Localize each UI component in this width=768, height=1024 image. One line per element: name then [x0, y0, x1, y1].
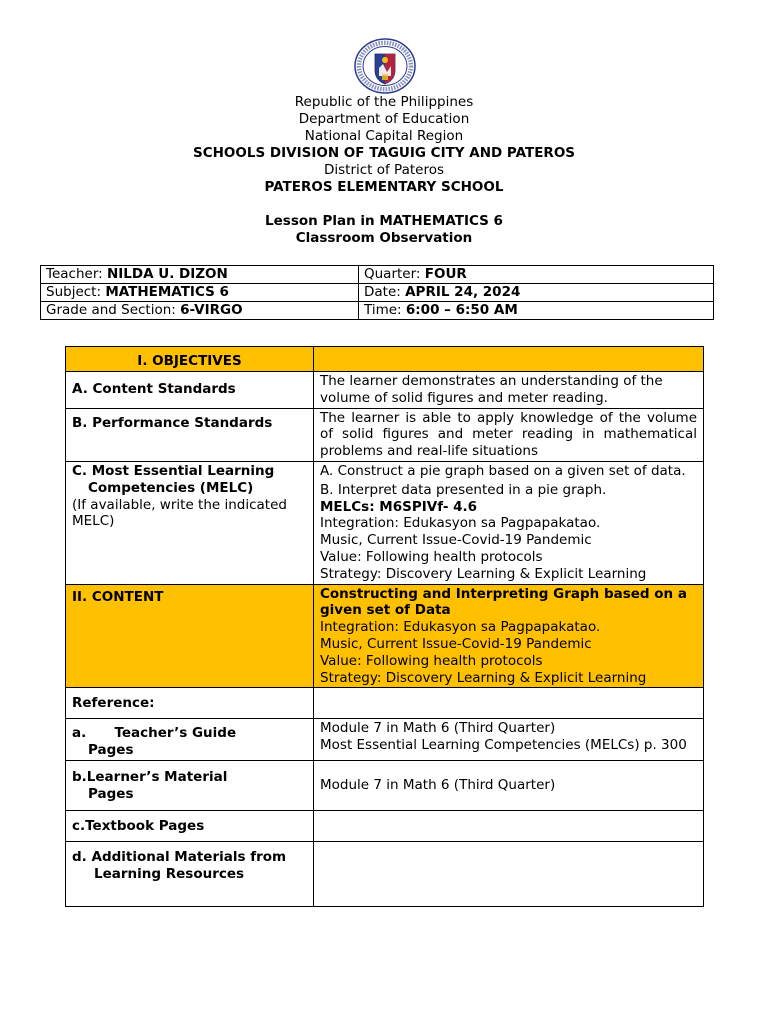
- grade-section-cell: Grade and Section: 6-VIRGO: [41, 302, 359, 320]
- learners-material-row: [66, 760, 704, 810]
- content-title: Constructing and Interpreting Graph based on a given set of Data: [320, 585, 687, 619]
- additional-materials-row: [66, 841, 704, 906]
- objectives-heading: I. OBJECTIVES: [66, 347, 314, 372]
- content-standards-row: [66, 372, 704, 409]
- lesson-plan-subtitle: Classroom Observation: [295, 230, 473, 246]
- date-cell: Date: APRIL 24, 2024: [359, 284, 714, 302]
- header-republic: Republic of the Philippines: [294, 94, 474, 110]
- teachers-guide-label: a. Teacher’s Guide Pages: [66, 719, 314, 761]
- header-school: PATEROS ELEMENTARY SCHOOL: [264, 179, 504, 195]
- content-standards-label: A. Content Standards: [66, 372, 314, 409]
- document-header: [0, 94, 768, 247]
- melc-integration: Integration: Edukasyon sa Pagpapakatao.: [320, 515, 601, 532]
- performance-standards-row: [66, 408, 704, 461]
- teachers-guide-text: Module 7 in Math 6 (Third Quarter) Most Essential Learning Competencies (MELCs) p. 300: [314, 719, 704, 761]
- header-department: Department of Education: [298, 111, 470, 127]
- melc-strategy: Strategy: Discovery Learning & Explicit Learning: [320, 565, 647, 582]
- melc-label: C. Most Essential Learning Competencies (MELC) (If available, write the indicated MELC): [66, 461, 314, 584]
- deped-seal-icon: [353, 38, 417, 94]
- content-strategy: Strategy: Discovery Learning & Explicit Learning: [320, 669, 647, 686]
- header-division: SCHOOLS DIVISION OF TAGUIG CITY AND PATEROS: [192, 145, 576, 161]
- content-value: Value: Following health protocols: [320, 652, 543, 669]
- date-value: APRIL 24, 2024: [405, 284, 521, 300]
- melc-value: Value: Following health protocols: [320, 548, 543, 565]
- quarter-value: FOUR: [424, 266, 467, 282]
- melc-objective-b: B. Interpret data presented in a pie graph.: [320, 481, 607, 498]
- learners-material-text: Module 7 in Math 6 (Third Quarter): [314, 760, 704, 810]
- textbook-row: [66, 810, 704, 841]
- melc-note: (If available, write the indicated MELC): [72, 496, 287, 530]
- content-text: [314, 584, 704, 688]
- lesson-plan-title: Lesson Plan in MATHEMATICS 6: [265, 213, 503, 229]
- performance-standards-text: The learner is able to apply knowledge of the volume of solid figures and meter reading in mathematical problems and real-life situations: [314, 408, 704, 461]
- teachers-guide-row: [66, 719, 704, 761]
- lesson-info-table: [40, 265, 714, 320]
- melc-code: MELCs: M6SPIVf- 4.6: [320, 498, 478, 515]
- time-value: 6:00 – 6:50 AM: [405, 302, 518, 318]
- lesson-plan-table: [65, 346, 704, 907]
- header-region: National Capital Region: [304, 128, 464, 144]
- reference-label: Reference:: [66, 688, 314, 719]
- performance-standards-label: B. Performance Standards: [66, 408, 314, 461]
- content-integration: Integration: Edukasyon sa Pagpapakatao.: [320, 619, 601, 636]
- header-district: District of Pateros: [323, 162, 445, 178]
- melc-objective-a: A. Construct a pie graph based on a given set of data.: [320, 462, 686, 479]
- teacher-name: NILDA U. DIZON: [106, 266, 228, 282]
- subject-value: MATHEMATICS 6: [105, 284, 229, 300]
- melc-music: Music, Current Issue-Covid-19 Pandemic: [320, 532, 592, 549]
- learners-material-label: b.Learner’s Material Pages: [66, 760, 314, 810]
- grade-section-value: 6-VIRGO: [180, 302, 243, 318]
- content-heading: II. CONTENT: [66, 584, 314, 688]
- quarter-cell: Quarter: FOUR: [359, 266, 714, 284]
- reference-row: [66, 688, 704, 719]
- content-music: Music, Current Issue-Covid-19 Pandemic: [320, 635, 592, 652]
- content-standards-text: The learner demonstrates an understanding of the volume of solid figures and meter reading.: [314, 372, 704, 409]
- teacher-cell: Teacher: NILDA U. DIZON: [41, 266, 359, 284]
- time-cell: Time: 6:00 – 6:50 AM: [359, 302, 714, 320]
- content-row: [66, 584, 704, 688]
- melc-text: [314, 461, 704, 584]
- additional-materials-label: d. Additional Materials from Learning Resources: [66, 841, 314, 906]
- melc-row: [66, 461, 704, 584]
- subject-cell: Subject: MATHEMATICS 6: [41, 284, 359, 302]
- objectives-row: [66, 347, 704, 372]
- textbook-label: c.Textbook Pages: [66, 810, 314, 841]
